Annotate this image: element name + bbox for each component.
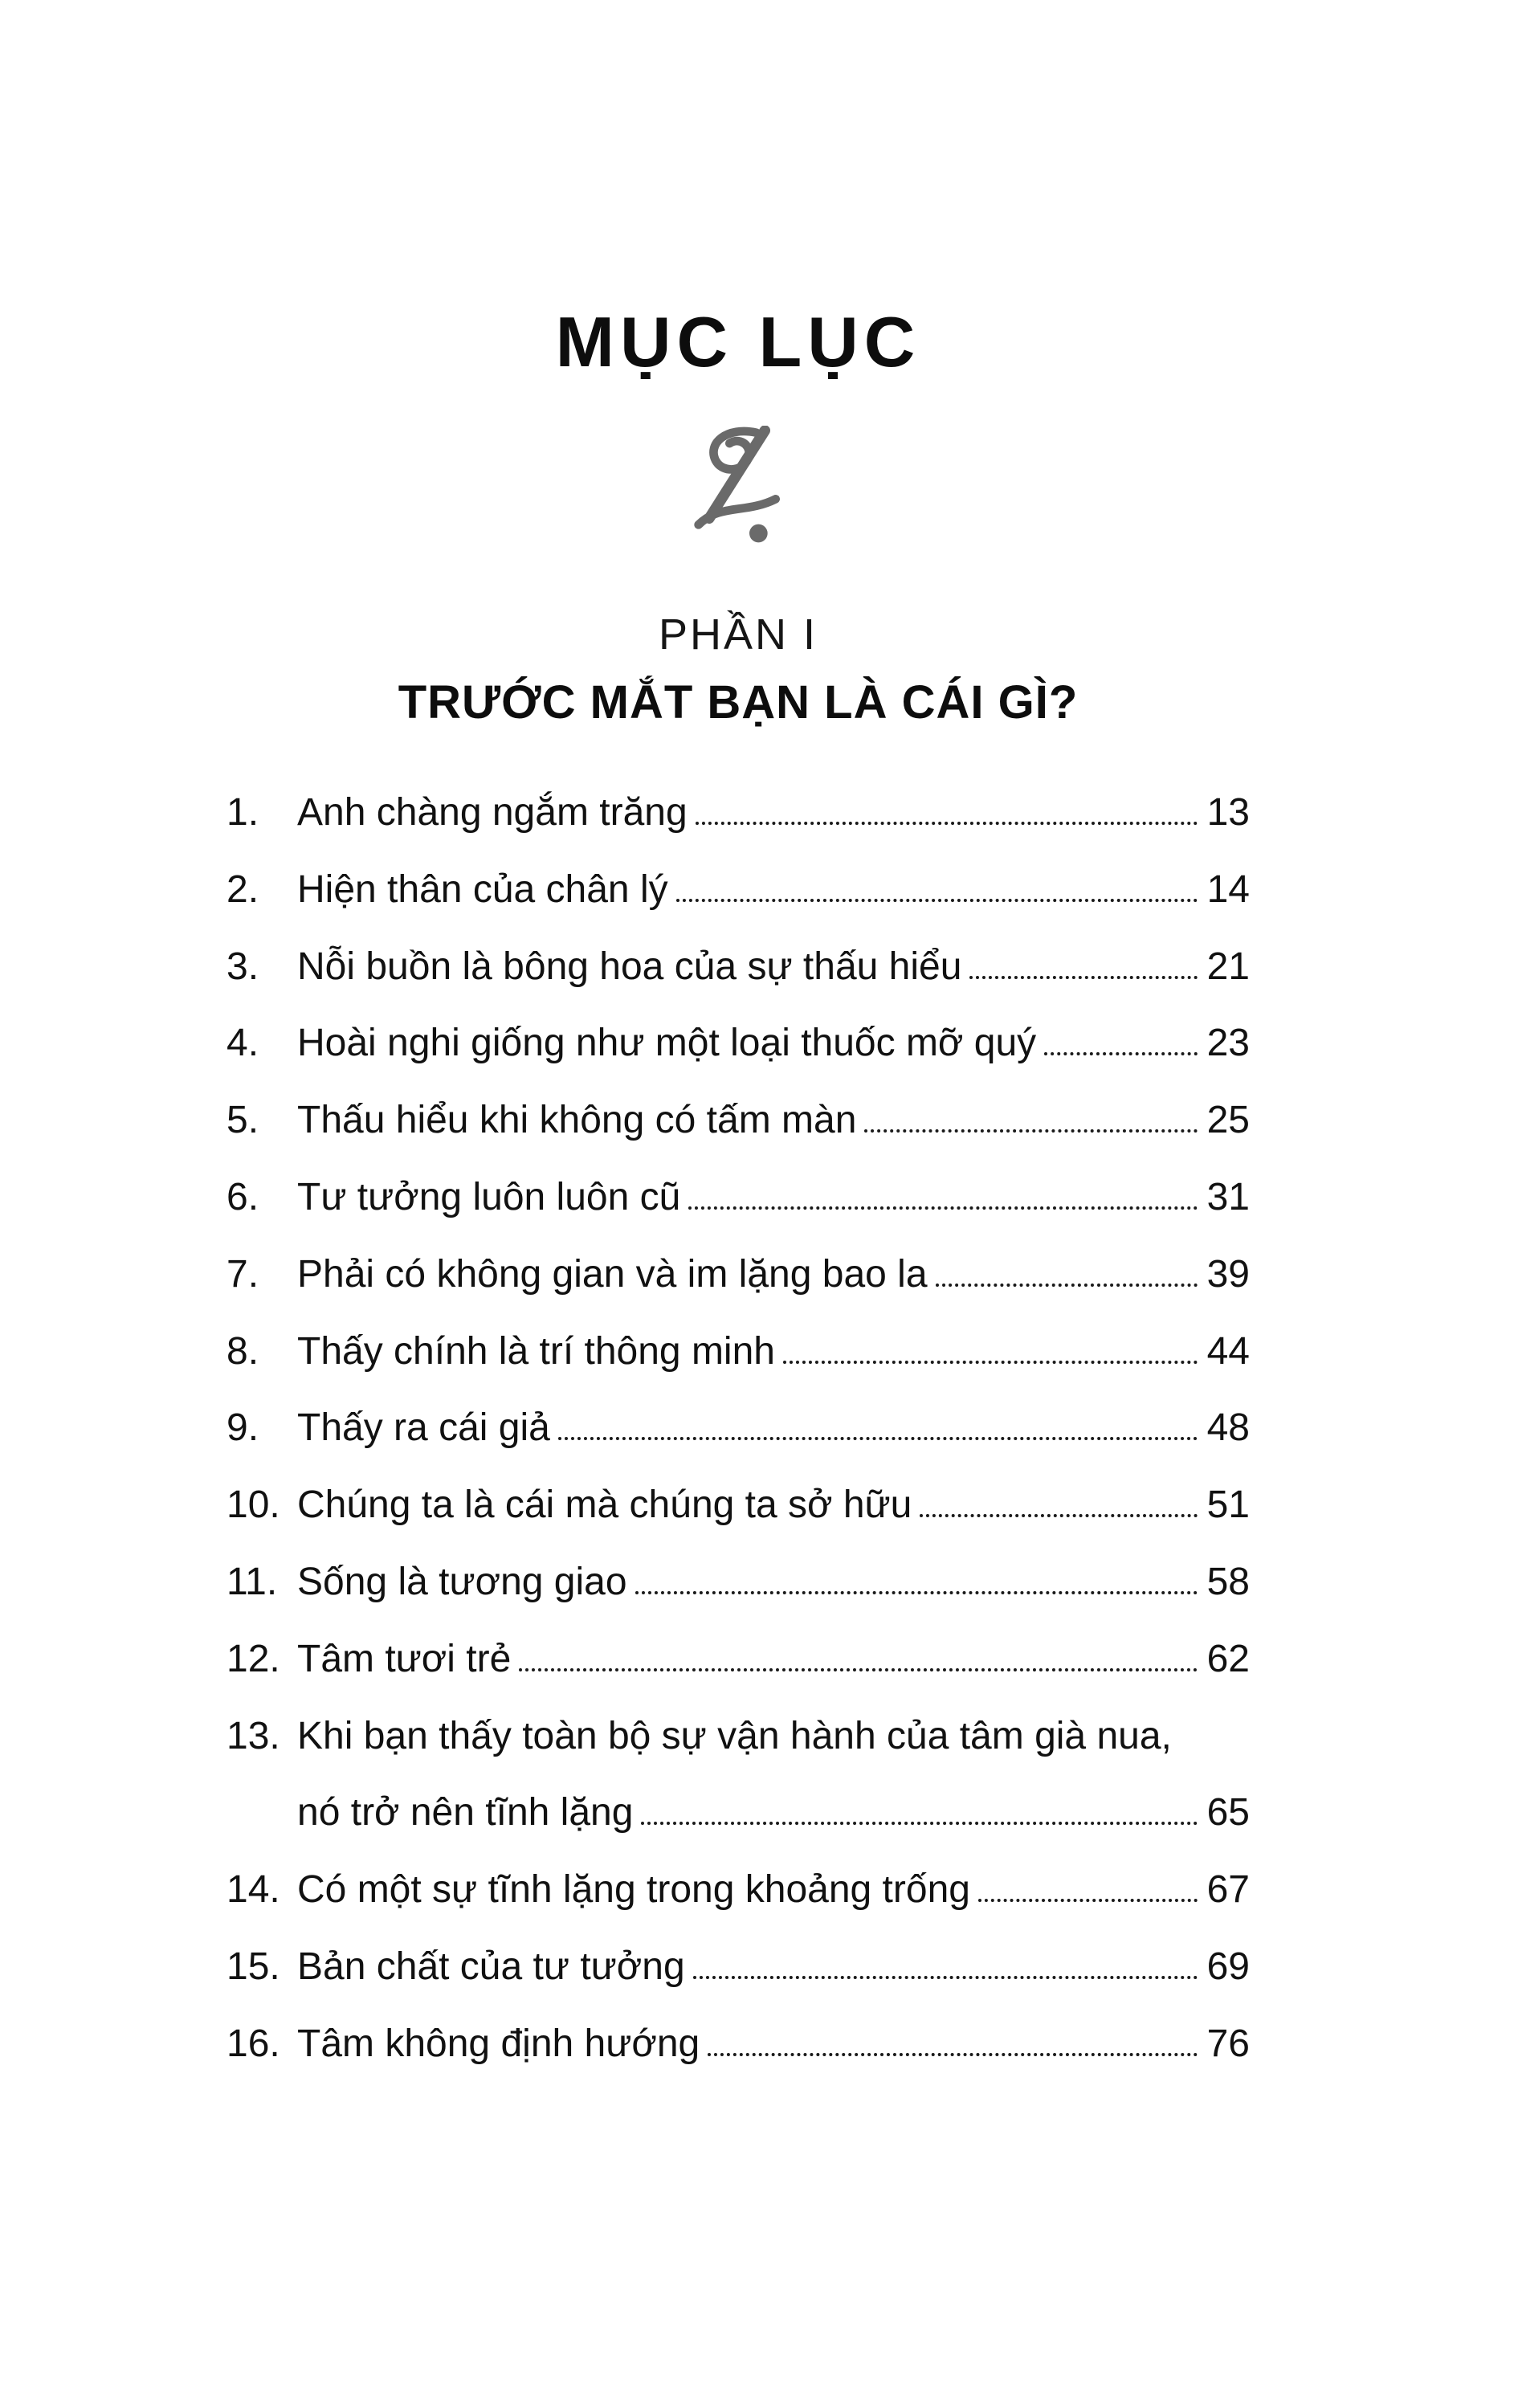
entry-title: Thấy chính là trí thông minh xyxy=(297,1329,775,1373)
toc-entry xyxy=(226,1172,1250,1224)
entry-number: 16. xyxy=(226,2022,280,2065)
dot-leader xyxy=(688,1206,1197,1210)
toc-entry xyxy=(226,787,1250,839)
toc-entry xyxy=(226,1557,1250,1609)
entry-page-number: 51 xyxy=(1206,1484,1250,1527)
dot-leader xyxy=(635,1591,1198,1594)
entry-title: Phải có không gian và im lặng bao la xyxy=(297,1252,928,1296)
dot-leader xyxy=(519,1668,1197,1671)
dot-leader xyxy=(936,1284,1198,1287)
entry-title: Khi bạn thấy toàn bộ sự vận hành của tâm già nua, xyxy=(297,1714,1172,1757)
part-label: PHẦN I xyxy=(658,610,818,659)
toc-entry xyxy=(226,864,1250,916)
entry-title: Hoài nghi giống như một loại thuốc mỡ quý xyxy=(297,1022,1037,1065)
entry-number: 3. xyxy=(226,945,259,988)
entry-number: 14. xyxy=(226,1868,280,1912)
toc-entry-continuation xyxy=(226,1787,1250,1839)
entry-number: 12. xyxy=(226,1637,280,1680)
entry-page-number: 67 xyxy=(1206,1868,1250,1912)
part-title: TRƯỚC MẮT BẠN LÀ CÁI GÌ? xyxy=(398,676,1079,729)
entry-number: 2. xyxy=(226,867,259,911)
toc-entry xyxy=(226,1402,1250,1455)
dot-leader xyxy=(920,1514,1197,1517)
entry-page-number: 69 xyxy=(1206,1945,1250,1988)
toc-entry xyxy=(226,1864,1250,1916)
entry-title: Sống là tương giao xyxy=(297,1560,627,1603)
entry-page-number: 14 xyxy=(1206,867,1250,911)
dot-leader xyxy=(708,2053,1197,2056)
entry-title: Anh chàng ngắm trăng xyxy=(297,791,688,834)
entry-number: 6. xyxy=(226,1175,259,1218)
dot-leader xyxy=(1044,1052,1197,1055)
entry-page-number: 21 xyxy=(1206,945,1250,988)
entry-title: Hiện thân của chân lý xyxy=(297,867,668,911)
toc-entry xyxy=(226,1711,1250,1763)
toc-entry xyxy=(226,1479,1250,1532)
entry-title: Thấy ra cái giả xyxy=(297,1406,550,1450)
toc-entry xyxy=(226,941,1250,994)
entry-title: Tâm tươi trẻ xyxy=(297,1637,512,1680)
toc-entry xyxy=(226,1249,1250,1301)
entry-number: 1. xyxy=(226,791,259,834)
flourish-ornament-icon xyxy=(226,425,1250,545)
entry-page-number: 58 xyxy=(1206,1560,1250,1603)
dot-leader xyxy=(978,1899,1198,1902)
dot-leader xyxy=(676,899,1198,902)
dot-leader xyxy=(696,822,1198,825)
entry-number: 13. xyxy=(226,1714,280,1757)
entry-number: 8. xyxy=(226,1329,259,1373)
toc-entry xyxy=(226,1018,1250,1070)
dot-leader xyxy=(641,1822,1197,1825)
toc-entry xyxy=(226,1095,1250,1147)
entry-number: 11. xyxy=(226,1560,278,1603)
dot-leader xyxy=(783,1361,1198,1364)
entry-title: Tâm không định hướng xyxy=(297,2022,700,2065)
toc-entry xyxy=(226,1941,1250,1994)
entry-page-number: 76 xyxy=(1206,2022,1250,2065)
entry-number: 7. xyxy=(226,1252,259,1296)
page-title: MỤC LỤC xyxy=(555,302,921,382)
entry-page-number: 23 xyxy=(1206,1022,1250,1065)
toc-list xyxy=(226,787,1250,2071)
entry-page-number: 44 xyxy=(1206,1329,1250,1373)
dot-leader xyxy=(864,1129,1197,1133)
entry-title: Bản chất của tư tưởng xyxy=(297,1945,685,1988)
entry-page-number: 25 xyxy=(1206,1099,1250,1142)
entry-number: 9. xyxy=(226,1406,259,1450)
entry-page-number: 39 xyxy=(1206,1252,1250,1296)
entry-title: Nỗi buồn là bông hoa của sự thấu hiểu xyxy=(297,945,962,988)
dot-leader xyxy=(558,1437,1198,1440)
entry-title: Thấu hiểu khi không có tấm màn xyxy=(297,1099,857,1142)
entry-page-number: 65 xyxy=(1206,1791,1250,1835)
entry-number: 5. xyxy=(226,1099,259,1142)
entry-page-number: 31 xyxy=(1206,1175,1250,1218)
entry-number: 10. xyxy=(226,1484,280,1527)
entry-title: Chúng ta là cái mà chúng ta sở hữu xyxy=(297,1484,912,1527)
dot-leader xyxy=(693,1976,1198,1979)
entry-title: Tư tưởng luôn luôn cũ xyxy=(297,1175,681,1218)
entry-page-number: 62 xyxy=(1206,1637,1250,1680)
toc-entry xyxy=(226,2018,1250,2071)
toc-entry xyxy=(226,1326,1250,1378)
entry-number: 4. xyxy=(226,1022,259,1065)
entry-number: 15. xyxy=(226,1945,280,1988)
entry-title: Có một sự tĩnh lặng trong khoảng trống xyxy=(297,1868,970,1912)
toc-entry xyxy=(226,1634,1250,1686)
entry-title-line2: nó trở nên tĩnh lặng xyxy=(297,1791,634,1835)
dot-leader xyxy=(969,976,1197,979)
entry-page-number: 48 xyxy=(1206,1406,1250,1450)
entry-page-number: 13 xyxy=(1206,791,1250,834)
